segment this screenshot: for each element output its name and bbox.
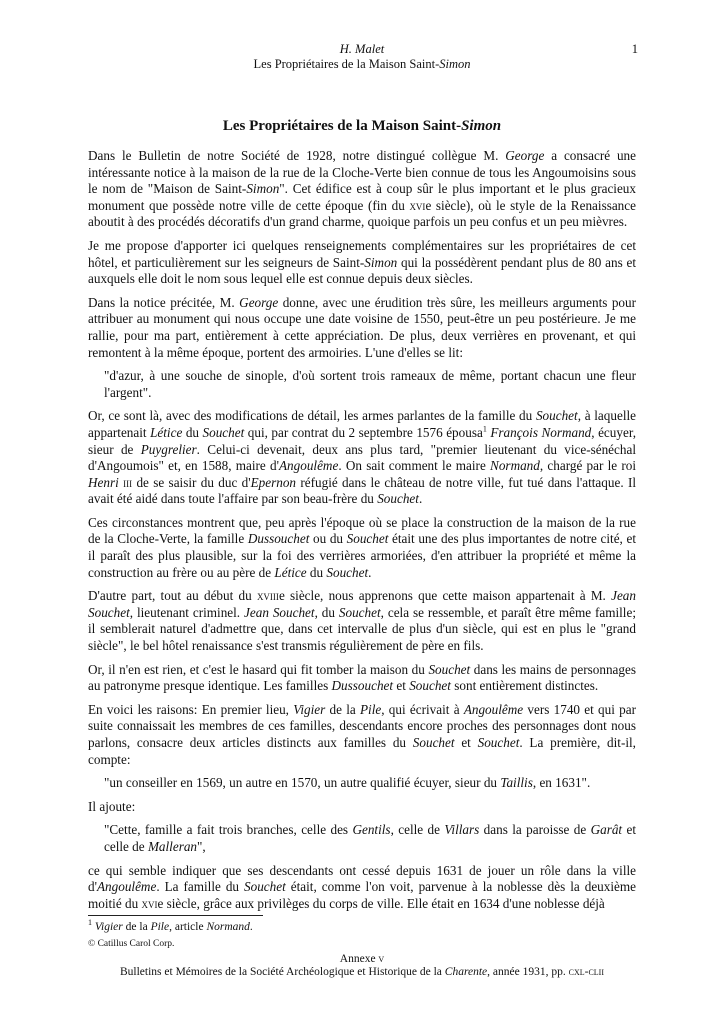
quote-1: "d'azur, à une souche de sinople, d'où sortent trois rameaux de même, portant chacun une fleur l'argent".: [104, 368, 636, 400]
text: . Celui-ci devenait, deux ans plus tard, "premier lieutenant du vice-sénéchal d'Angoumois" et, en 1588, maire d': [88, 441, 636, 474]
text: qui la possédèrent pendant plus de 80 ans et auxquels elle doit le nom sous lequel elle est connue depuis deux siècles.: [88, 254, 636, 287]
name-italic: Pile: [150, 921, 170, 933]
name-italic: Dussouchet: [331, 678, 394, 694]
paragraph-8: [88, 702, 636, 768]
text: sont entièrement distinctes.: [450, 678, 599, 694]
text: , cela se ressemble, et paraît être même famille; il semblerait naturel d'admettre que, dans cet intervalle de plus d'un siècle, qui est en plus le "grand siècle", le bel hôtel renaissance s'est transmis régulièrement de père en fils.: [88, 604, 636, 654]
name-italic: Souchet: [409, 678, 451, 694]
name-italic: Souchet: [377, 491, 419, 507]
name-italic: Létice: [150, 424, 183, 440]
text: .: [249, 921, 253, 933]
page-title: [88, 118, 636, 135]
name-italic: Pile: [359, 701, 382, 717]
century-numeral: xviii: [256, 588, 279, 604]
text: , qui écrivait à: [381, 701, 464, 717]
header-subtitle-italic: Simon: [439, 57, 471, 71]
century-numeral: xvi: [409, 197, 426, 213]
name-italic: Puygrelier: [140, 441, 197, 457]
text: Or, il n'en est rien, et c'est le hasard qui fit tomber la maison du: [88, 661, 429, 677]
name-italic: Souchet: [477, 735, 520, 750]
text: . On sait comment le maire: [338, 458, 491, 474]
text: , écuyer, sieur de: [88, 424, 636, 457]
text: , année 1931, pp.: [487, 966, 569, 978]
text: Ces circonstances montrent que, peu après l'époque où se place la construction de la maison de la rue de la Cloche-Verte, la famille: [88, 514, 636, 547]
name-italic: Simon: [364, 254, 398, 270]
header-author: H. Malet: [339, 42, 385, 56]
text: Dans le Bulletin de notre Société de 1928, notre distingué collègue M.: [88, 148, 506, 163]
name-italic: Souchet: [412, 735, 455, 750]
name-italic: Angoulême: [278, 458, 339, 474]
text: était une des plus importantes de notre cité, et il paraît des plus plausible, sur la foi des verrières armoriées, d'en attribuer la propriété et même la construction au frère ou au père de: [88, 531, 636, 580]
name-italic: Normand: [490, 458, 540, 474]
name-italic: Malleran: [147, 838, 198, 854]
text: ou du: [309, 531, 347, 547]
name-italic: Souchet: [346, 531, 389, 547]
text: et celle de: [104, 822, 636, 854]
text: , article: [169, 921, 207, 933]
name-italic: Henri: [88, 474, 119, 490]
text: .: [418, 491, 423, 507]
name-italic: Souchet: [244, 879, 286, 895]
text: D'autre part, tout au début du: [88, 588, 257, 604]
name-italic: Garât: [590, 822, 623, 838]
quote-2: [104, 775, 636, 792]
paragraph-4: [88, 408, 636, 508]
quote-3: [104, 822, 636, 855]
paragraph-1: [88, 148, 636, 231]
name-italic: Souchet: [428, 661, 471, 677]
text: , du: [314, 604, 339, 620]
text: , lieutenant criminel.: [129, 604, 245, 620]
text: "un conseiller en 1569, un autre en 1570, un autre qualifié écuyer, sieur du: [104, 775, 501, 791]
text: vers 1740 et qui par suite connaissait les membres de ces familles, descendants encore proches des personnages dont nous parlons, consacre deux articles distincts aux familles du: [88, 701, 636, 750]
header-subtitle-text: Les Propriétaires de la Maison Saint-: [253, 57, 440, 71]
name-italic: Létice: [274, 564, 307, 580]
name-italic: Angoulême: [96, 879, 157, 895]
text: Je me propose d'apporter ici quelques renseignements complémentaires sur les propriétaires de cet hôtel, et particulièrement sur les seigneurs de Saint-: [88, 237, 636, 270]
paragraph-2: [88, 238, 636, 288]
paragraph-10: [88, 863, 636, 913]
text: Or, ce sont là, avec des modifications de détail, les armes parlantes de la famille du: [88, 408, 536, 424]
name-italic: François Normand: [486, 424, 592, 440]
text: .: [368, 564, 372, 580]
text: était, comme l'on voit, parvenue à la noblesse dès la deuxième moitié du: [88, 879, 636, 911]
text: e siècle, nous apprenons que cette maison appartenait à M.: [278, 588, 612, 604]
text: e siècle, grâce aux privilèges du corps de ville. Elle était en 1634 d'une noblesse déjà: [157, 895, 605, 911]
name-italic: Angoulême: [463, 701, 524, 717]
article-body: [88, 148, 636, 919]
name-italic: Souchet: [202, 424, 245, 440]
name-italic: Souchet: [338, 604, 381, 620]
name-italic: Gentils: [352, 822, 391, 838]
annexe-numeral: v: [378, 953, 385, 965]
title-text: Les Propriétaires de la Maison Saint-: [222, 118, 462, 134]
text: de se saisir du duc d': [132, 474, 251, 490]
annexe-label: [88, 953, 636, 965]
text: qui, par contrat du 2 septembre 1576 épousa: [244, 424, 483, 440]
text: donne, avec une érudition très sûre, les meilleurs arguments pour attribuer au monument qui nous occupe une date voisine de 1550, peut-être un peu postérieure. Je me rallie, pour ma part, entièrement à cette appréciation. De plus, deux verrières en provenant, et qui remontent à la même époque, portent des armoiries. L'une d'elles se lit:: [88, 294, 637, 360]
text: . La première, dit-il, compte:: [88, 735, 636, 767]
text: , à laquelle appartenait: [88, 408, 636, 440]
name-italic: Normand: [206, 921, 250, 933]
text: "Cette, famille a fait trois branches, celle des: [104, 822, 353, 838]
footnote-reference[interactable]: 1: [482, 424, 487, 434]
source-citation: [88, 966, 636, 978]
name-italic: Souchet: [326, 564, 369, 580]
name-italic: Taillis: [500, 775, 533, 791]
text: En voici les raisons: En premier lieu,: [88, 701, 294, 717]
regnal-numeral: iii: [123, 474, 133, 490]
name-italic: Jean Souchet: [88, 588, 636, 620]
text: , chargé par le roi: [539, 458, 637, 474]
text: du: [306, 564, 327, 580]
name-italic: Jean Souchet: [244, 604, 315, 620]
name-italic: Vigier: [92, 921, 123, 933]
text: ",: [197, 838, 206, 854]
text: de la: [122, 921, 151, 933]
title-italic: Simon: [461, 118, 502, 134]
text: ". Cet édifice est à coup sûr le plus important et le plus gracieux monument que possède notre ville de cette époque (fin du: [88, 181, 636, 213]
paragraph-5: [88, 515, 636, 581]
copyright-notice: © Catillus Carol Corp.: [88, 939, 175, 949]
footnote: [88, 920, 636, 934]
footnote-divider: [88, 915, 263, 916]
paragraph-6: [88, 588, 636, 654]
text: Bulletins et Mémoires de la Société Archéologique et Historique de la: [119, 966, 445, 978]
text: e siècle), où le style de la Renaissance aboutit à des procédés décoratifs d'un grand charme, quoique parfois un peu confus et un peu mièvres.: [88, 197, 636, 230]
name-italic: Simon: [246, 181, 280, 197]
footnote-number: 1: [88, 918, 92, 928]
running-header: [88, 42, 636, 72]
text: de la: [325, 701, 360, 717]
text: du: [182, 424, 203, 440]
text: et: [454, 735, 478, 750]
paragraph-3: [88, 295, 636, 361]
text: Dans la notice précitée, M.: [88, 294, 240, 310]
century-numeral: xvi: [141, 895, 158, 911]
name-italic: Dussouchet: [247, 531, 310, 547]
name-italic: Charente: [444, 966, 488, 978]
name-italic: George: [239, 294, 279, 310]
text: , en 1631".: [532, 775, 591, 791]
text: a consacré une intéressante notice à la maison de la rue de la Cloche-Verte bien connue de tous les Angoumoisins sous le nom de "Maison de Saint-: [88, 148, 636, 197]
paragraph-7: [88, 662, 636, 695]
header-subtitle: [88, 57, 636, 72]
text: Annexe: [339, 953, 379, 965]
page-range: cxl-clii: [568, 966, 604, 978]
name-italic: Souchet: [535, 408, 578, 424]
name-italic: Epernon: [250, 474, 297, 490]
name-italic: Vigier: [293, 701, 326, 717]
page-number: 1: [631, 42, 638, 56]
text: . La famille du: [156, 879, 245, 895]
text: ce qui semble indiquer que ses descendants ont cessé depuis 1631 de jouer un rôle dans la ville d': [88, 862, 636, 895]
text: dans les mains de personnages au patronyme presque identique. Les familles: [88, 661, 636, 694]
text: , celle de: [390, 822, 445, 838]
name-italic: George: [505, 148, 545, 163]
paragraph-9: Il ajoute:: [88, 798, 136, 814]
text: et: [393, 678, 410, 694]
text: réfugié dans le château de notre ville, fut tué dans l'attaque. Il avait été aidé dans toute l'affaire par son beau-frère du: [88, 474, 637, 507]
text: dans la paroisse de: [479, 822, 591, 838]
name-italic: Villars: [444, 822, 480, 838]
